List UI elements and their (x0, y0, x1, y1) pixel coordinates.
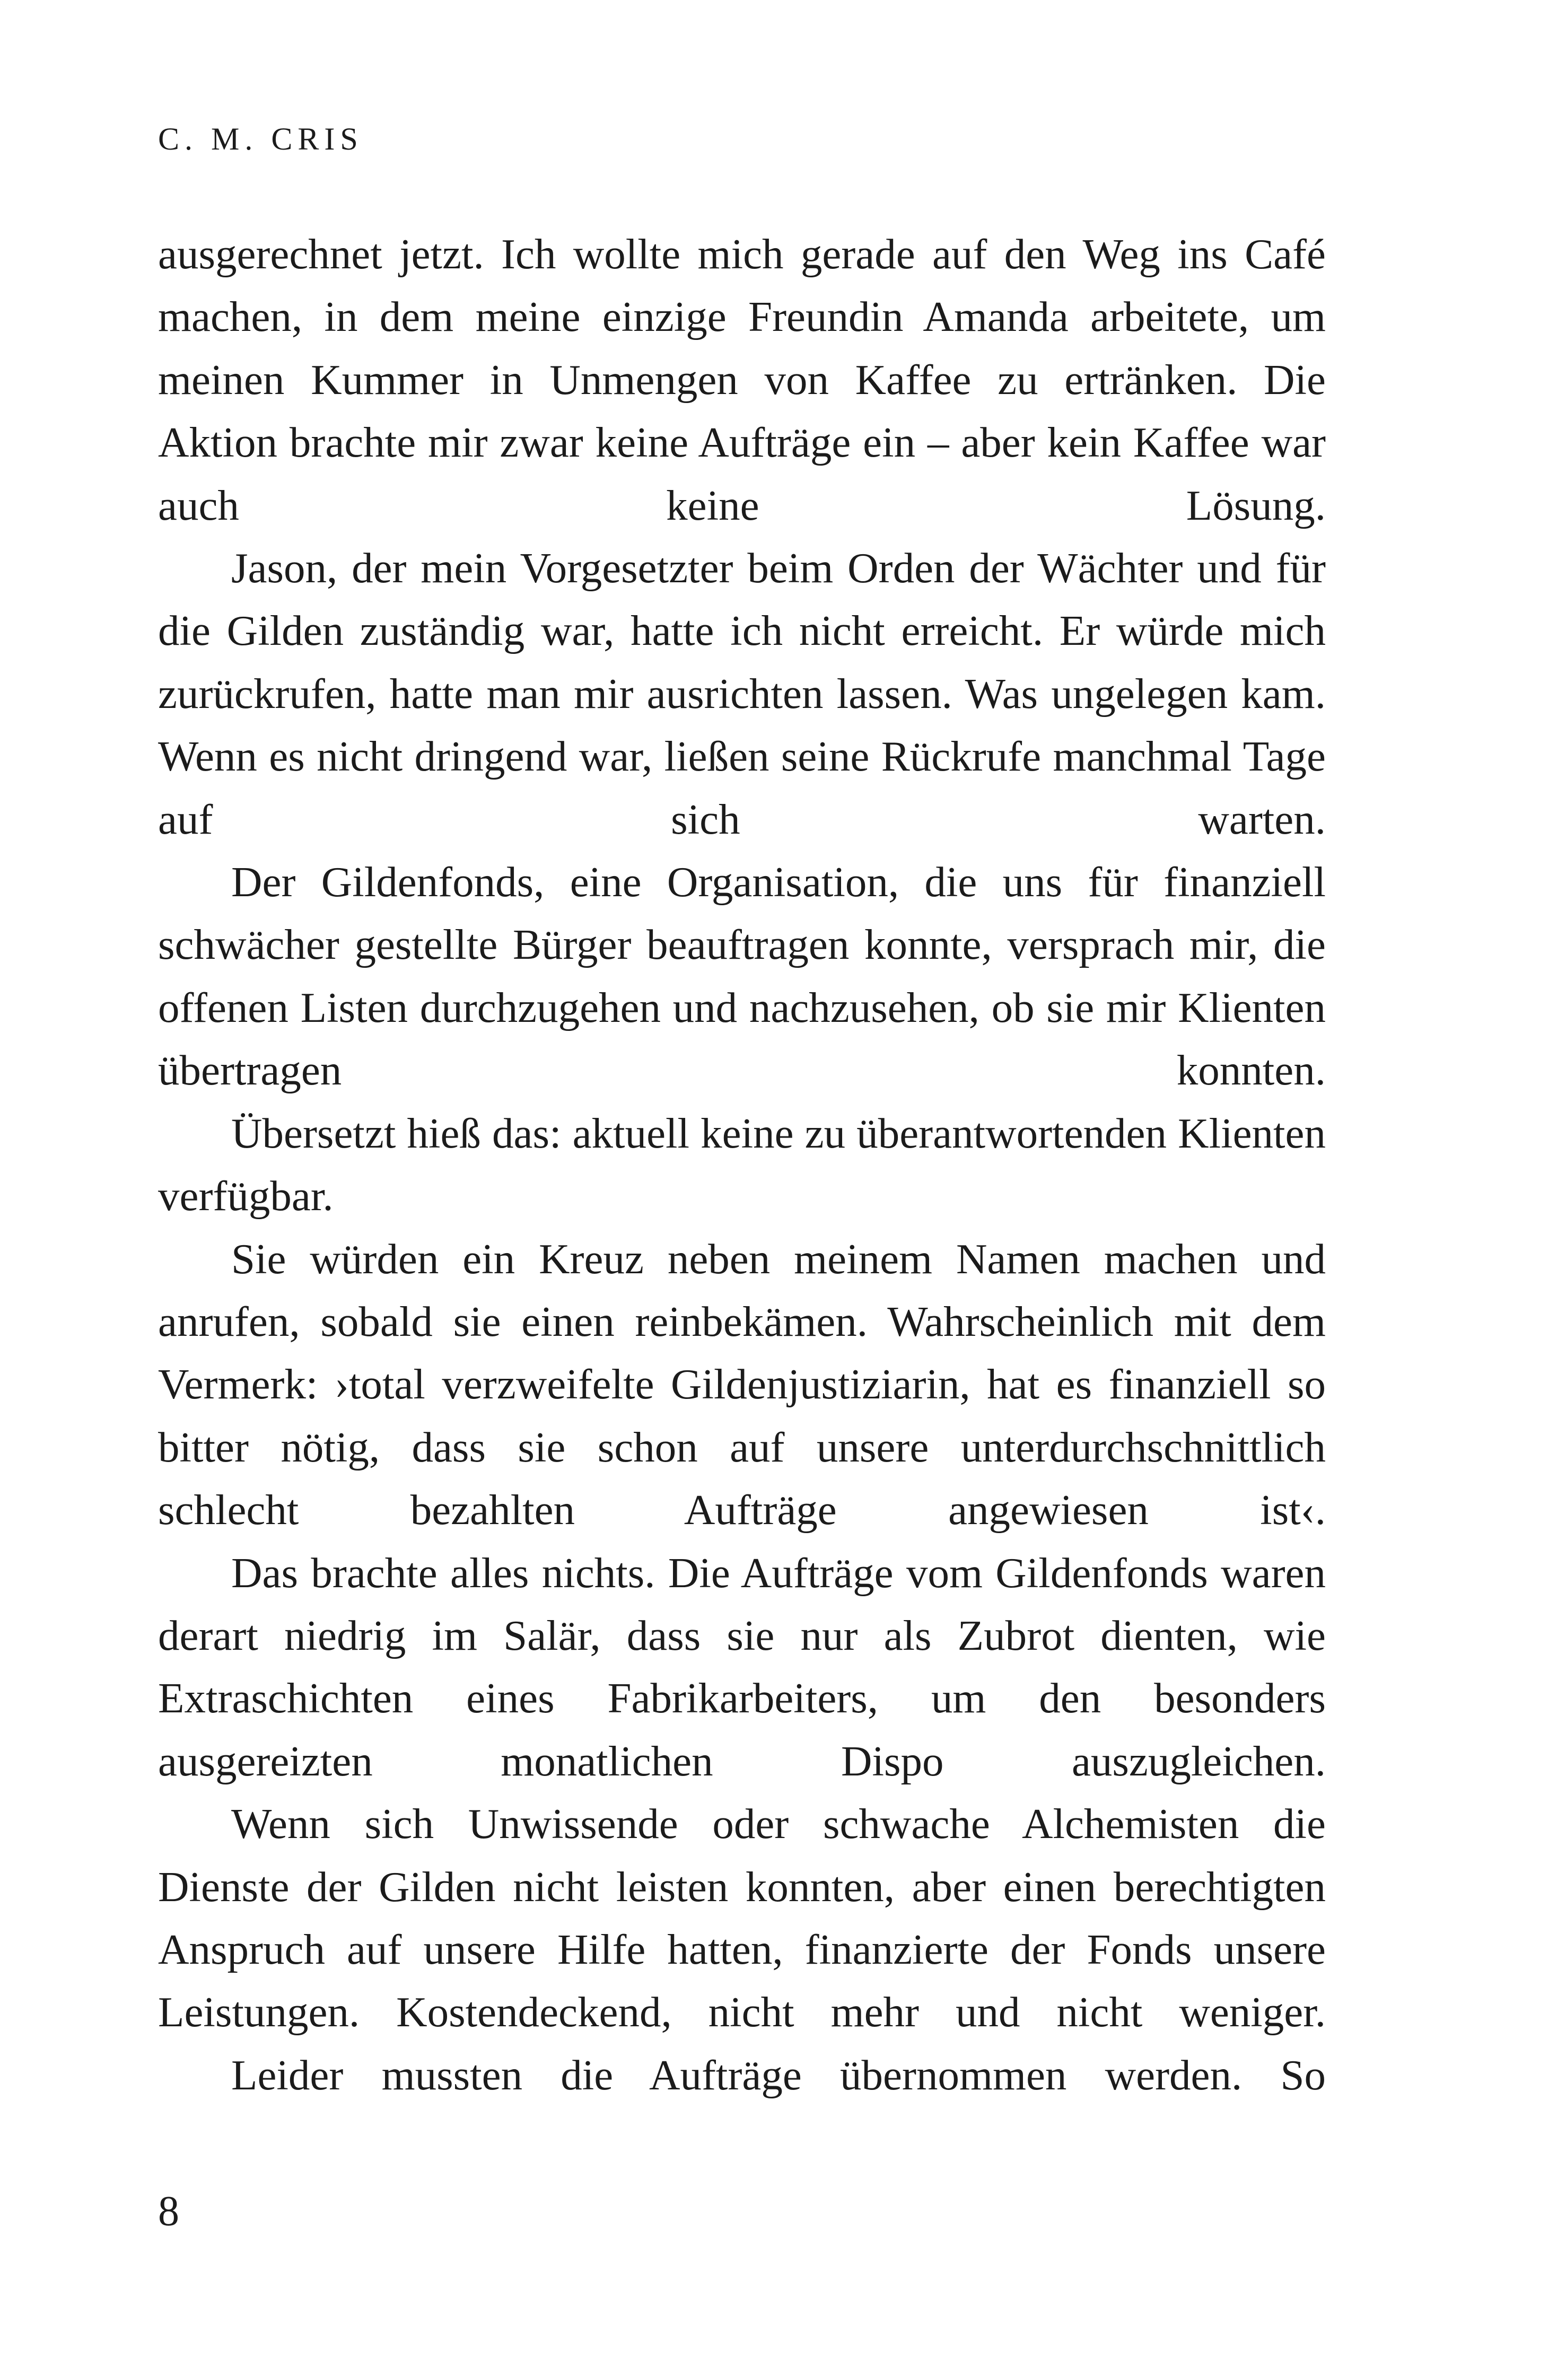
running-head-author: C. M. CRIS (158, 121, 363, 156)
paragraph: Jason, der mein Vorgesetzter beim Orden der Wächter und für die Gilden zuständig war, hatte ich nicht erreicht. Er würde mich zurückrufen, hatte man mir ausrichten lassen. Was ungelegen kam. Wenn es nicht dringend war, ließen seine Rückrufe manchmal Tage auf sich warten. (158, 544, 1326, 843)
paragraph: ausgerechnet jetzt. Ich wollte mich gerade auf den Weg ins Café machen, in dem meine einzige Freundin Amanda arbeitete, um meinen Kummer in Unmengen von Kaffee zu ertränken. Die Aktion brachte mir zwar keine Aufträge ein – aber kein Kaffee war auch keine Lösung. (158, 230, 1326, 529)
paragraph: Der Gildenfonds, eine Organisation, die uns für finanziell schwächer gestellte Bürger beauftragen konnte, versprach mir, die offenen Listen durchzugehen und nachzusehen, ob sie mir Klienten übertragen konnten. (158, 858, 1326, 1095)
paragraph: Wenn sich Unwissende oder schwache Alchemisten die Dienste der Gilden nicht leisten konnten, aber einen berechtigten Anspruch auf unsere Hilfe hatten, finanzierte der Fonds unsere Leistungen. Kostendeckend, nicht mehr und nicht weniger. (158, 1800, 1326, 2036)
paragraph: Übersetzt hieß das: aktuell keine zu überantwortenden Klienten verfügbar. (158, 1109, 1326, 1220)
paragraph: Sie würden ein Kreuz neben meinem Namen machen und anrufen, sobald sie einen reinbekämen. Wahrscheinlich mit dem Vermerk: ›total verzweifelte Gildenjustiziarin, hat es finanziell so bitter nötig, dass sie schon auf unsere unterdurchschnittlich schlecht bezahlten Aufträge angewiesen ist‹. (158, 1235, 1326, 1534)
paragraph: Leider mussten die Aufträge übernommen werden. So (231, 2051, 1326, 2099)
page-number: 8 (158, 2188, 179, 2235)
paragraph: Das brachte alles nichts. Die Aufträge vom Gildenfonds waren derart niedrig im Salär, dass sie nur als Zubrot dienten, wie Extraschichten eines Fabrikarbeiters, um den besonders ausgereizten monatlichen Dispo auszugleichen. (158, 1548, 1326, 1785)
body-text (158, 223, 1326, 2106)
